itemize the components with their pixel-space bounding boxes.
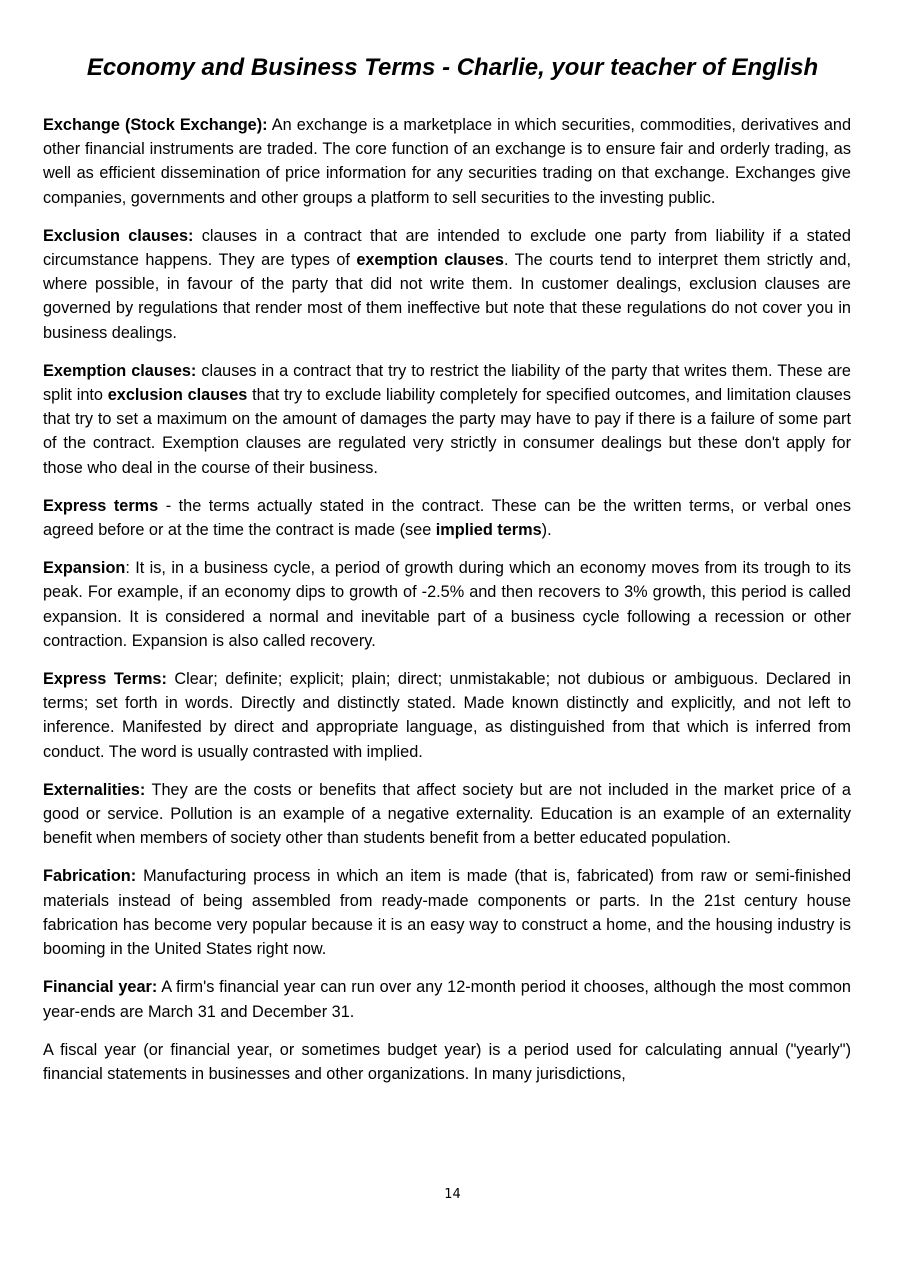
page-number: 14 <box>444 1187 461 1202</box>
glossary-body <box>43 113 851 1100</box>
entry-express-terms <box>43 494 851 542</box>
entry-financial-year <box>43 975 851 1023</box>
term-heading: Express Terms: <box>43 670 167 689</box>
entry-fabrication <box>43 864 851 961</box>
entry-exchange <box>43 113 851 210</box>
term-definition: A firm's financial year can run over any 12-month period it chooses, although the most common year-ends are March 31 and December 31. <box>43 978 851 1021</box>
term-heading: Expansion <box>43 559 126 578</box>
cross-reference: implied terms <box>435 521 542 540</box>
term-heading: Exemption clauses: <box>43 361 197 380</box>
term-definition: An exchange is a marketplace in which securities, commodities, derivatives and other financial instruments are traded. The core function of an exchange is to ensure fair and orderly trading, as well as efficient dissemination of price information for any securities trading on that exchange. Exchanges give companies, governments and other groups a platform to sell securities to the investing public. <box>43 116 852 207</box>
term-definition: - the terms actually stated in the contract. These can be the written terms, or verbal ones agreed before or at the time the contract is made (see <box>43 496 851 540</box>
term-definition: Clear; definite; explicit; plain; direct; unmistakable; not dubious or ambiguous. Declared in terms; set forth in words. Directly and distinctly stated. Made known distinctly and explicitly, and not left to inference. Manifested by direct and appropriate language, as distinguished from that which is inferred from conduct. The word is usually contrasted with implied. <box>43 670 851 761</box>
term-heading: Externalities: <box>43 780 146 799</box>
term-definition: Manufacturing process in which an item is made (that is, fabricated) from raw or semi-finished materials instead of being assembled from ready-made components or parts. In the 21st century house fabrication has become very popular because it is an easy way to construct a home, and the housing industry is booming in the United States right now. <box>43 867 851 959</box>
term-definition: that try to exclude liability completely for specified outcomes, and limitation clauses that try to set a maximum on the amount of damages the party may have to pay if there is a failure of some part of the contract. Exemption clauses are regulated very strictly in consumer dealings but these don't apply for those who deal in the course of their business. <box>43 386 851 477</box>
term-heading: Fabrication: <box>43 867 137 886</box>
entry-expansion <box>43 556 851 653</box>
term-heading: Exchange (Stock Exchange): <box>43 116 268 134</box>
term-definition: ). <box>541 521 552 540</box>
entry-exclusion-clauses <box>43 224 851 345</box>
trailing-paragraph: A fiscal year (or financial year, or sometimes budget year) is a period used for calculating annual ("yearly") financial statements in businesses and other organizations. In many jurisdictions, <box>43 1040 851 1083</box>
entry-externalities <box>43 778 851 851</box>
term-heading: Exclusion clauses: <box>43 226 194 245</box>
term-heading: Financial year: <box>43 978 158 997</box>
term-definition: They are the costs or benefits that affect society but are not included in the market price of a good or service. Pollution is an example of a negative externality. Education is an example of an externality benefit when members of society other than students benefit from a better educated population. <box>43 780 851 848</box>
term-heading: Express terms <box>43 496 159 515</box>
entry-express-terms-legal <box>43 667 851 764</box>
page-title: Economy and Business Terms - Charlie, your teacher of English <box>86 54 819 81</box>
term-definition: : It is, in a business cycle, a period of growth during which an economy moves from its trough to its peak. For example, if an economy dips to growth of -2.5% and then recovers to 3% growth, this period is called expansion. It is considered a normal and inevitable part of a business cycle following a recession or other contraction. Expansion is also called recovery. <box>43 559 851 650</box>
cross-reference: exclusion clauses <box>107 386 248 405</box>
term-definition: clauses in a contract that are intended to exclude one party from liability if a stated circumstance happens. They are types of <box>43 226 851 270</box>
term-definition: clauses in a contract that try to restrict the liability of the party that writes them. These are split into <box>43 361 851 405</box>
term-definition: . The courts tend to interpret them strictly and, where possible, in favour of the party that did not write them. In customer dealings, exclusion clauses are governed by regulations that render most of them ineffective but note that these regulations do not cover you in business dealings. <box>43 251 851 342</box>
cross-reference: exemption clauses <box>356 251 504 270</box>
entry-exemption-clauses <box>43 359 851 480</box>
